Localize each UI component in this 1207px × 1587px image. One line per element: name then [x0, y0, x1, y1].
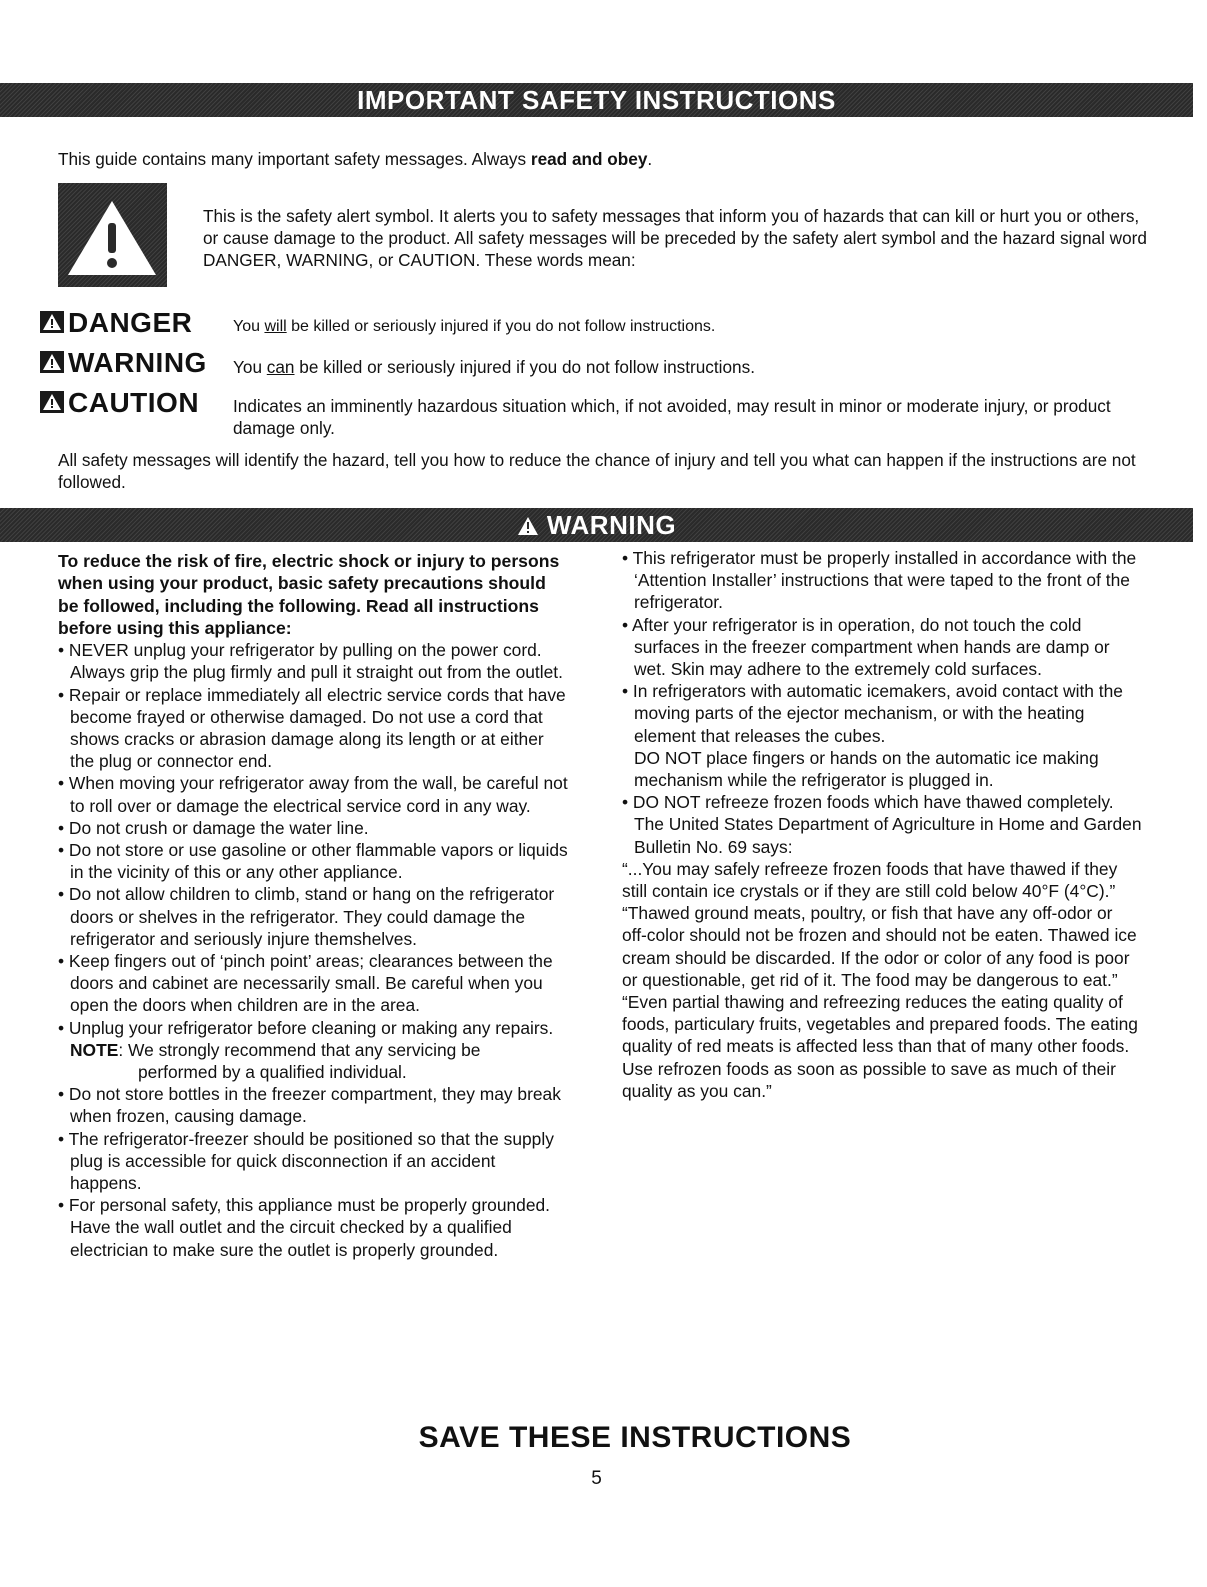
left-bullet-6: • Do not allow children to climb, stand or hang on the refrigerator doors or shelves in the refrigerator. They could damage the refrigerator and seriously injure themshelves.: [58, 884, 555, 949]
warning-signal: [40, 348, 207, 378]
usda-quote-2: “Thawed ground meats, poultry, or fish that have any off-odor or off-color should not be frozen and should not be eaten. Thawed ice cream should be discarded. If the odor or color of any food is poor or questionable, get rid of it. The food may be dangerous to eat.”: [622, 903, 1137, 990]
caution-word: CAUTION: [68, 387, 200, 418]
all-messages-text: All safety messages will identify the hazard, tell you how to reduce the chance of injury and tell you what can happen if the instructions are not followed.: [58, 450, 1136, 492]
left-bullet-3: • When moving your refrigerator away from the wall, be careful not to roll over or damage the electrical service cord in any way.: [58, 773, 568, 816]
caution-signal: [40, 388, 199, 418]
left-bullet-11: • For personal safety, this appliance must be properly grounded. Have the wall outlet and the circuit checked by a qualified electrician to make sure the outlet is properly grounded.: [58, 1195, 551, 1260]
warning-description: [233, 356, 755, 378]
danger-desc-pre: You: [233, 318, 265, 335]
caution-alert-icon: [40, 391, 64, 413]
left-bullet-8: • Unplug your refrigerator before cleaning or making any repairs.: [58, 1017, 554, 1038]
right-bullet-3: • In refrigerators with automatic icemakers, avoid contact with the moving parts of the ejector mechanism, or with the heating element that releases the cubes.: [622, 681, 1123, 746]
alert-symbol-description: This is the safety alert symbol. It alerts you to safety messages that inform you of hazards that can kill or hurt you or others, or cause damage to the product. All safety messages will be preceded by the safety alert symbol and the hazard signal word DANGER, WARNING, or CAUTION. These words mean:: [203, 206, 1147, 270]
danger-desc-post: be killed or seriously injured if you do not follow instructions.: [286, 318, 716, 335]
left-bullet-9: • Do not store bottles in the freezer compartment, they may break when frozen, causing damage.: [58, 1084, 561, 1127]
intro-text-end: .: [647, 149, 653, 169]
right-bullet-4: • DO NOT refreeze frozen foods which have thawed completely. The United States Department of Agriculture in Home and Garden Bulletin No. 69 says:: [622, 792, 1142, 857]
danger-word: DANGER: [68, 307, 193, 338]
warning-word: WARNING: [68, 347, 207, 378]
page-number: 5: [591, 1468, 602, 1489]
header-banner: [0, 83, 1193, 117]
intro-text-main: This guide contains many important safety messages. Always: [58, 149, 531, 169]
safety-alert-icon: [58, 183, 167, 287]
left-column: [58, 550, 568, 1261]
warning-desc-post: be killed or seriously injured if you do not follow instructions.: [294, 357, 755, 377]
right-bullet-1: • This refrigerator must be properly installed in accordance with the ‘Attention Installer’ instructions that were taped to the front of the refrigerator.: [622, 548, 1137, 613]
note: [58, 1039, 568, 1061]
caution-description: Indicates an imminently hazardous situation which, if not avoided, may result in minor or moderate injury, or product damage only.: [233, 396, 1111, 438]
intro-text: [58, 148, 1178, 170]
warning-banner-title: WARNING: [546, 510, 677, 540]
left-bullet-1: • NEVER unplug your refrigerator by pulling on the power cord. Always grip the plug firmly and pull it straight out from the outlet.: [58, 640, 563, 683]
left-bullet-7: • Keep fingers out of ‘pinch point’ areas; clearances between the doors and cabinet are necessarily small. Be careful when you open the doors when children are in the area.: [58, 951, 553, 1016]
note-text: : We strongly recommend that any servicing be: [118, 1039, 481, 1060]
danger-desc-underline: will: [264, 318, 287, 335]
left-bullet-2: • Repair or replace immediately all electric service cords that have become frayed or otherwise damaged. Do not use a cord that shows cracks or abrasion damage along its length or at either the plug or connector end.: [58, 684, 566, 772]
warning-banner-icon: [517, 516, 539, 536]
note-label: NOTE: [70, 1039, 119, 1060]
danger-description: [233, 316, 715, 338]
warning-desc-underline: can: [266, 357, 295, 377]
danger-signal: [40, 308, 192, 338]
danger-alert-icon: [40, 311, 64, 333]
left-bullet-5: • Do not store or use gasoline or other flammable vapors or liquids in the vicinity of this or any other appliance.: [58, 840, 568, 883]
right-column: [622, 547, 1142, 1102]
usda-quote-3: “Even partial thawing and refreezing reduces the eating quality of foods, particulary fruits, vegetables and prepared foods. The eating quality of red meats is affected less than that of many other foods. Use refrozen foods as soon as possible to save as much of their quality as you can.”: [622, 992, 1138, 1101]
warning-desc-pre: You: [233, 357, 267, 377]
header-banner-title: IMPORTANT SAFETY INSTRUCTIONS: [357, 85, 836, 115]
icemaker-note: DO NOT place fingers or hands on the automatic ice making mechanism while the refrigerator is plugged in.: [634, 747, 1099, 791]
warning-banner: [0, 508, 1193, 542]
left-column-lead: To reduce the risk of fire, electric shock or injury to persons when using your product, basic safety precautions should be followed, including the following. Read all instructions before using this appliance:: [58, 551, 560, 638]
right-bullet-2: • After your refrigerator is in operation, do not touch the cold surfaces in the freezer compartment when hands are damp or wet. Skin may adhere to the extremely cold surfaces.: [622, 614, 1110, 680]
usda-quote-1: “...You may safely refreeze frozen foods that have thawed if they still contain ice crystals or if they are still cold below 40°F (4°C).”: [622, 858, 1118, 902]
note-text-continued: performed by a qualified individual.: [138, 1062, 407, 1083]
warning-alert-icon: [40, 351, 64, 373]
left-bullet-10: • The refrigerator-freezer should be positioned so that the supply plug is accessible for quick disconnection if an accident happens.: [58, 1128, 554, 1194]
save-instructions-title: SAVE THESE INSTRUCTIONS: [418, 1421, 852, 1454]
intro-text-bold: read and obey: [530, 149, 648, 169]
left-bullet-4: • Do not crush or damage the water line.: [58, 817, 369, 838]
